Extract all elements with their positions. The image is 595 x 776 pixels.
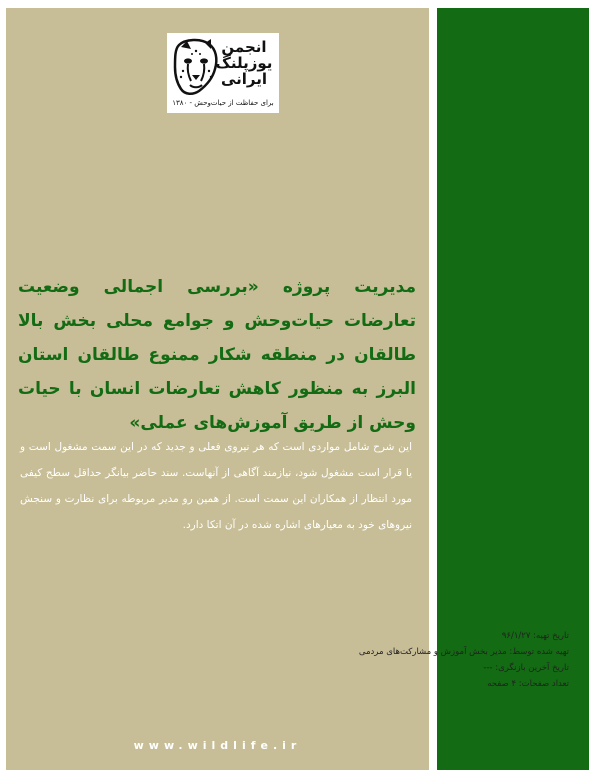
prepared-date: تاریخ تهیه: ۹۶/۱/۲۷ bbox=[501, 631, 569, 641]
page-count: تعداد صفحات: ۴ صفحه bbox=[487, 679, 569, 689]
cheetah-head-icon bbox=[171, 37, 221, 99]
document-summary: این شرح شامل مواردی است که هر نیروی فعلی و جدید که در این سمت مشغول است و یا قرار است مشغول شود، نیازمند آگاهی از آنهاست. سند حاضر بیانگر حداقل سطح کیفی مورد انتظار از همکاران این سمت است. از همین رو مدیر مربوطه برای نظارت و سنجش نیروهای خود به معیارهای اشاره شده در آن اتکا دارد. bbox=[20, 441, 412, 531]
website-url: www.wildlife.ir bbox=[133, 739, 302, 752]
document-title: مدیریت پروژه «بررسی اجمالی وضعیت تعارضات حیات‌وحش و جوامع محلی بخش بالا طالقان در منطقه شکار ممنوع طالقان استان البرز به منظور کاهش تعارضات انسان با حیات وحش از طریق آموزش‌های عملی» bbox=[18, 277, 416, 433]
organization-tagline: برای حفاظت از حیات‌وحش - ۱۳۸۰ bbox=[172, 99, 274, 107]
organization-name: انجمن یوزپلنگ ایرانی bbox=[215, 38, 273, 88]
document-metadata bbox=[239, 628, 569, 692]
last-revision-date: تاریخ آخرین بازنگری: --- bbox=[483, 663, 569, 673]
prepared-by: تهیه شده توسط: مدیر بخش آموزش و مشارکت‌های مردمی bbox=[358, 647, 569, 657]
organization-logo bbox=[167, 33, 279, 113]
